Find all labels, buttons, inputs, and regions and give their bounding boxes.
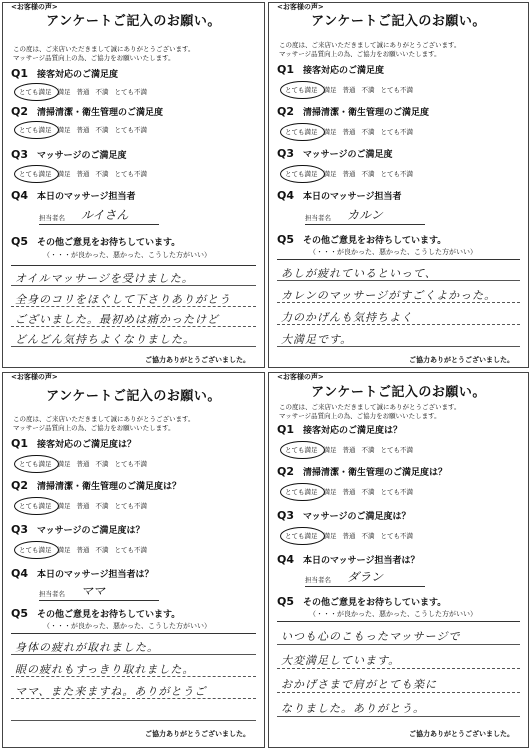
option-very-unsatisfied[interactable]: とても不満 [380,445,413,454]
staff-field[interactable]: 担当者名 ルイさん [39,213,65,229]
question-3: Q3 マッサージのご満足度は？ [11,523,145,536]
option-satisfied[interactable]: 満足 [323,531,337,540]
option-very-satisfied[interactable]: とても満足 [19,87,52,96]
comment-line: いつも心のこもったマッサージで [281,630,461,643]
question-1: Q1 接客対応のご満足度は？ [277,423,403,436]
staff-name-handwritten: ルイさん [81,208,129,222]
staff-name-handwritten: ダラン [347,570,384,584]
comment-box[interactable] [277,259,520,349]
question-4: Q4 本日のマッサージ担当者 [11,189,136,202]
option-very-satisfied[interactable]: とても満足 [285,487,318,496]
staff-name-handwritten: カルン [347,208,383,222]
comment-line: 眼の疲れもすっきり取れました。 [15,663,195,676]
question-3: Q3 マッサージのご満足度 [11,148,127,161]
option-very-unsatisfied[interactable]: とても不満 [114,545,147,554]
comment-line: オイルマッサージを受けました。 [15,272,194,285]
card-title: アンケートご記入のお願い。 [46,389,221,404]
survey-card-3 [2,372,265,748]
options-q3 [285,167,524,179]
option-neutral[interactable]: 普通 [76,87,90,96]
option-very-unsatisfied[interactable]: とても不満 [380,487,413,496]
comment-line: なりました。ありがとう。 [281,702,425,715]
card-tag: <お客様の声> [11,3,58,11]
option-very-satisfied[interactable]: とても満足 [285,127,318,136]
comment-line: 身体の疲れが取れました。 [15,641,159,654]
question-4: Q4 本日のマッサージ担当者は？ [11,567,154,580]
option-neutral[interactable]: 普通 [76,125,90,134]
option-unsatisfied[interactable]: 不満 [95,545,109,554]
comment-line: カレンのマッサージがすごくよかった。 [281,289,497,302]
intro-text: この度は、ご来店いただきまして誠にありがとうございます。 マッサージ品質向上の為、ご協力をお願いいたします。 [13,415,195,432]
question-5: Q5 その他ご意見をお待ちしています。 [11,235,181,248]
card-tag: <お客様の声> [277,373,324,381]
question-2: Q2 清掃清潔・衛生管理のご満足度は？ [11,479,182,492]
options-q3 [285,529,524,541]
question-2: Q2 清掃清潔・衛生管理のご満足度は？ [277,465,448,478]
option-very-satisfied[interactable]: とても満足 [285,169,318,178]
question-2: Q2 清掃清潔・衛生管理のご満足度 [11,105,164,118]
option-very-satisfied[interactable]: とても満足 [19,501,52,510]
option-neutral[interactable]: 普通 [76,501,90,510]
question-5: Q5 その他ご意見をお待ちしています。 [11,607,181,620]
options-q1 [19,85,260,97]
option-satisfied[interactable]: 満足 [57,87,71,96]
option-very-unsatisfied[interactable]: とても不満 [114,459,147,468]
option-satisfied[interactable]: 満足 [323,487,337,496]
option-satisfied[interactable]: 満足 [57,169,71,178]
option-unsatisfied[interactable]: 不満 [95,87,109,96]
staff-field[interactable]: 担当者名 ママ [39,589,65,605]
survey-card-4 [268,372,529,748]
option-very-unsatisfied[interactable]: とても不満 [380,169,413,178]
thanks-text: ご協力ありがとうございました。 [409,730,514,738]
options-q2 [285,485,524,497]
option-neutral[interactable]: 普通 [76,545,90,554]
options-q1 [285,443,524,455]
comment-box[interactable] [277,621,520,721]
option-satisfied[interactable]: 満足 [57,545,71,554]
option-neutral[interactable]: 普通 [342,169,356,178]
comment-line: おかげさまで肩がとても楽に [281,678,437,691]
options-q3 [19,543,260,555]
option-very-satisfied[interactable]: とても満足 [285,445,318,454]
comment-line: 大満足です。 [281,333,353,346]
question-1: Q1 接客対応のご満足度 [277,63,385,76]
comment-box[interactable] [11,633,256,723]
option-very-satisfied[interactable]: とても満足 [285,85,318,94]
option-very-unsatisfied[interactable]: とても不満 [380,531,413,540]
options-q1 [19,457,260,469]
card-title: アンケートご記入のお願い。 [311,385,486,400]
comment-line: 全身のコリをほぐして下さりありがとう [15,293,231,306]
intro-text: この度は、ご来店いただきまして誠にありがとうございます。 マッサージ品質向上の為、ご協力をお願いいたします。 [279,41,461,58]
comment-line: 大変満足しています。 [281,654,401,667]
question-3: Q3 マッサージのご満足度 [277,147,393,160]
option-unsatisfied[interactable]: 不満 [361,169,375,178]
q5-note: （・・・が良かった、悪かった、こうした方がいい） [43,622,211,630]
question-4: Q4 本日のマッサージ担当者は？ [277,553,420,566]
option-unsatisfied[interactable]: 不満 [95,459,109,468]
option-neutral[interactable]: 普通 [342,531,356,540]
option-very-unsatisfied[interactable]: とても不満 [114,169,147,178]
option-very-satisfied[interactable]: とても満足 [19,459,52,468]
comment-line: どんどん気持ちよくなりました。 [15,333,195,346]
staff-field[interactable]: 担当者名 カルン [305,213,331,229]
intro-text: この度は、ご来店いただきまして誠にありがとうございます。 マッサージ品質向上の為、ご協力をお願いいたします。 [279,403,461,420]
option-satisfied[interactable]: 満足 [323,445,337,454]
option-satisfied[interactable]: 満足 [57,501,71,510]
question-3: Q3 マッサージのご満足度は？ [277,509,411,522]
comment-line: あしが疲れているといって、 [281,267,437,280]
options-q2 [285,125,524,137]
option-unsatisfied[interactable]: 不満 [361,445,375,454]
option-very-satisfied[interactable]: とても満足 [19,545,52,554]
option-unsatisfied[interactable]: 不満 [361,127,375,136]
option-very-unsatisfied[interactable]: とても不満 [114,87,147,96]
card-tag: <お客様の声> [277,3,324,11]
intro-text: この度は、ご来店いただきまして誠にありがとうございます。 マッサージ品質向上の為、ご協力をお願いいたします。 [13,45,195,62]
option-satisfied[interactable]: 満足 [323,127,337,136]
option-very-unsatisfied[interactable]: とても不満 [114,125,147,134]
q5-note: （・・・が良かった、悪かった、こうした方がいい） [43,251,211,259]
question-1: Q1 接客対応のご満足度 [11,67,119,80]
q5-note: （・・・が良かった、悪かった、こうした方がいい） [309,248,477,256]
option-unsatisfied[interactable]: 不満 [95,125,109,134]
staff-field[interactable]: 担当者名 ダラン [305,575,331,591]
option-very-satisfied[interactable]: とても満足 [285,531,318,540]
comment-line: 力のかげんも気持ちよく [281,311,413,324]
option-very-satisfied[interactable]: とても満足 [19,169,52,178]
question-2: Q2 清掃清潔・衛生管理のご満足度 [277,105,430,118]
options-q3 [19,167,260,179]
option-neutral[interactable]: 普通 [76,459,90,468]
option-unsatisfied[interactable]: 不満 [361,487,375,496]
card-tag: <お客様の声> [11,373,58,381]
option-neutral[interactable]: 普通 [342,127,356,136]
survey-card-2 [268,2,529,368]
option-very-unsatisfied[interactable]: とても不満 [114,501,147,510]
option-neutral[interactable]: 普通 [342,445,356,454]
option-satisfied[interactable]: 満足 [57,125,71,134]
card-title: アンケートご記入のお願い。 [311,14,486,29]
option-unsatisfied[interactable]: 不満 [361,85,375,94]
card-title: アンケートご記入のお願い。 [46,14,221,29]
question-4: Q4 本日のマッサージ担当者 [277,189,402,202]
option-satisfied[interactable]: 満足 [323,169,337,178]
thanks-text: ご協力ありがとうございました。 [145,730,250,738]
option-very-satisfied[interactable]: とても満足 [19,125,52,134]
options-q2 [19,499,260,511]
option-neutral[interactable]: 普通 [342,487,356,496]
question-1: Q1 接客対応のご満足度は？ [11,437,137,450]
option-very-unsatisfied[interactable]: とても不満 [380,85,413,94]
thanks-text: ご協力ありがとうございました。 [145,356,250,364]
options-q2 [19,123,260,135]
thanks-text: ご協力ありがとうございました。 [409,356,514,364]
option-unsatisfied[interactable]: 不満 [95,501,109,510]
option-unsatisfied[interactable]: 不満 [95,169,109,178]
option-unsatisfied[interactable]: 不満 [361,531,375,540]
comment-line: ママ、また来ますね。ありがとうご [15,685,207,698]
survey-card-1 [2,2,265,368]
question-5: Q5 その他ご意見をお待ちしています。 [277,233,447,246]
question-5: Q5 その他ご意見をお待ちしています。 [277,595,447,608]
options-q1 [285,83,524,95]
option-satisfied[interactable]: 満足 [57,459,71,468]
q5-note: （・・・が良かった、悪かった、こうした方がいい） [309,610,477,618]
staff-name-handwritten: ママ [81,584,106,598]
option-very-unsatisfied[interactable]: とても不満 [380,127,413,136]
option-neutral[interactable]: 普通 [76,169,90,178]
option-satisfied[interactable]: 満足 [323,85,337,94]
comment-line: ございました。最初めは痛かったけど [15,313,219,326]
comment-box[interactable] [11,265,256,349]
option-neutral[interactable]: 普通 [342,85,356,94]
